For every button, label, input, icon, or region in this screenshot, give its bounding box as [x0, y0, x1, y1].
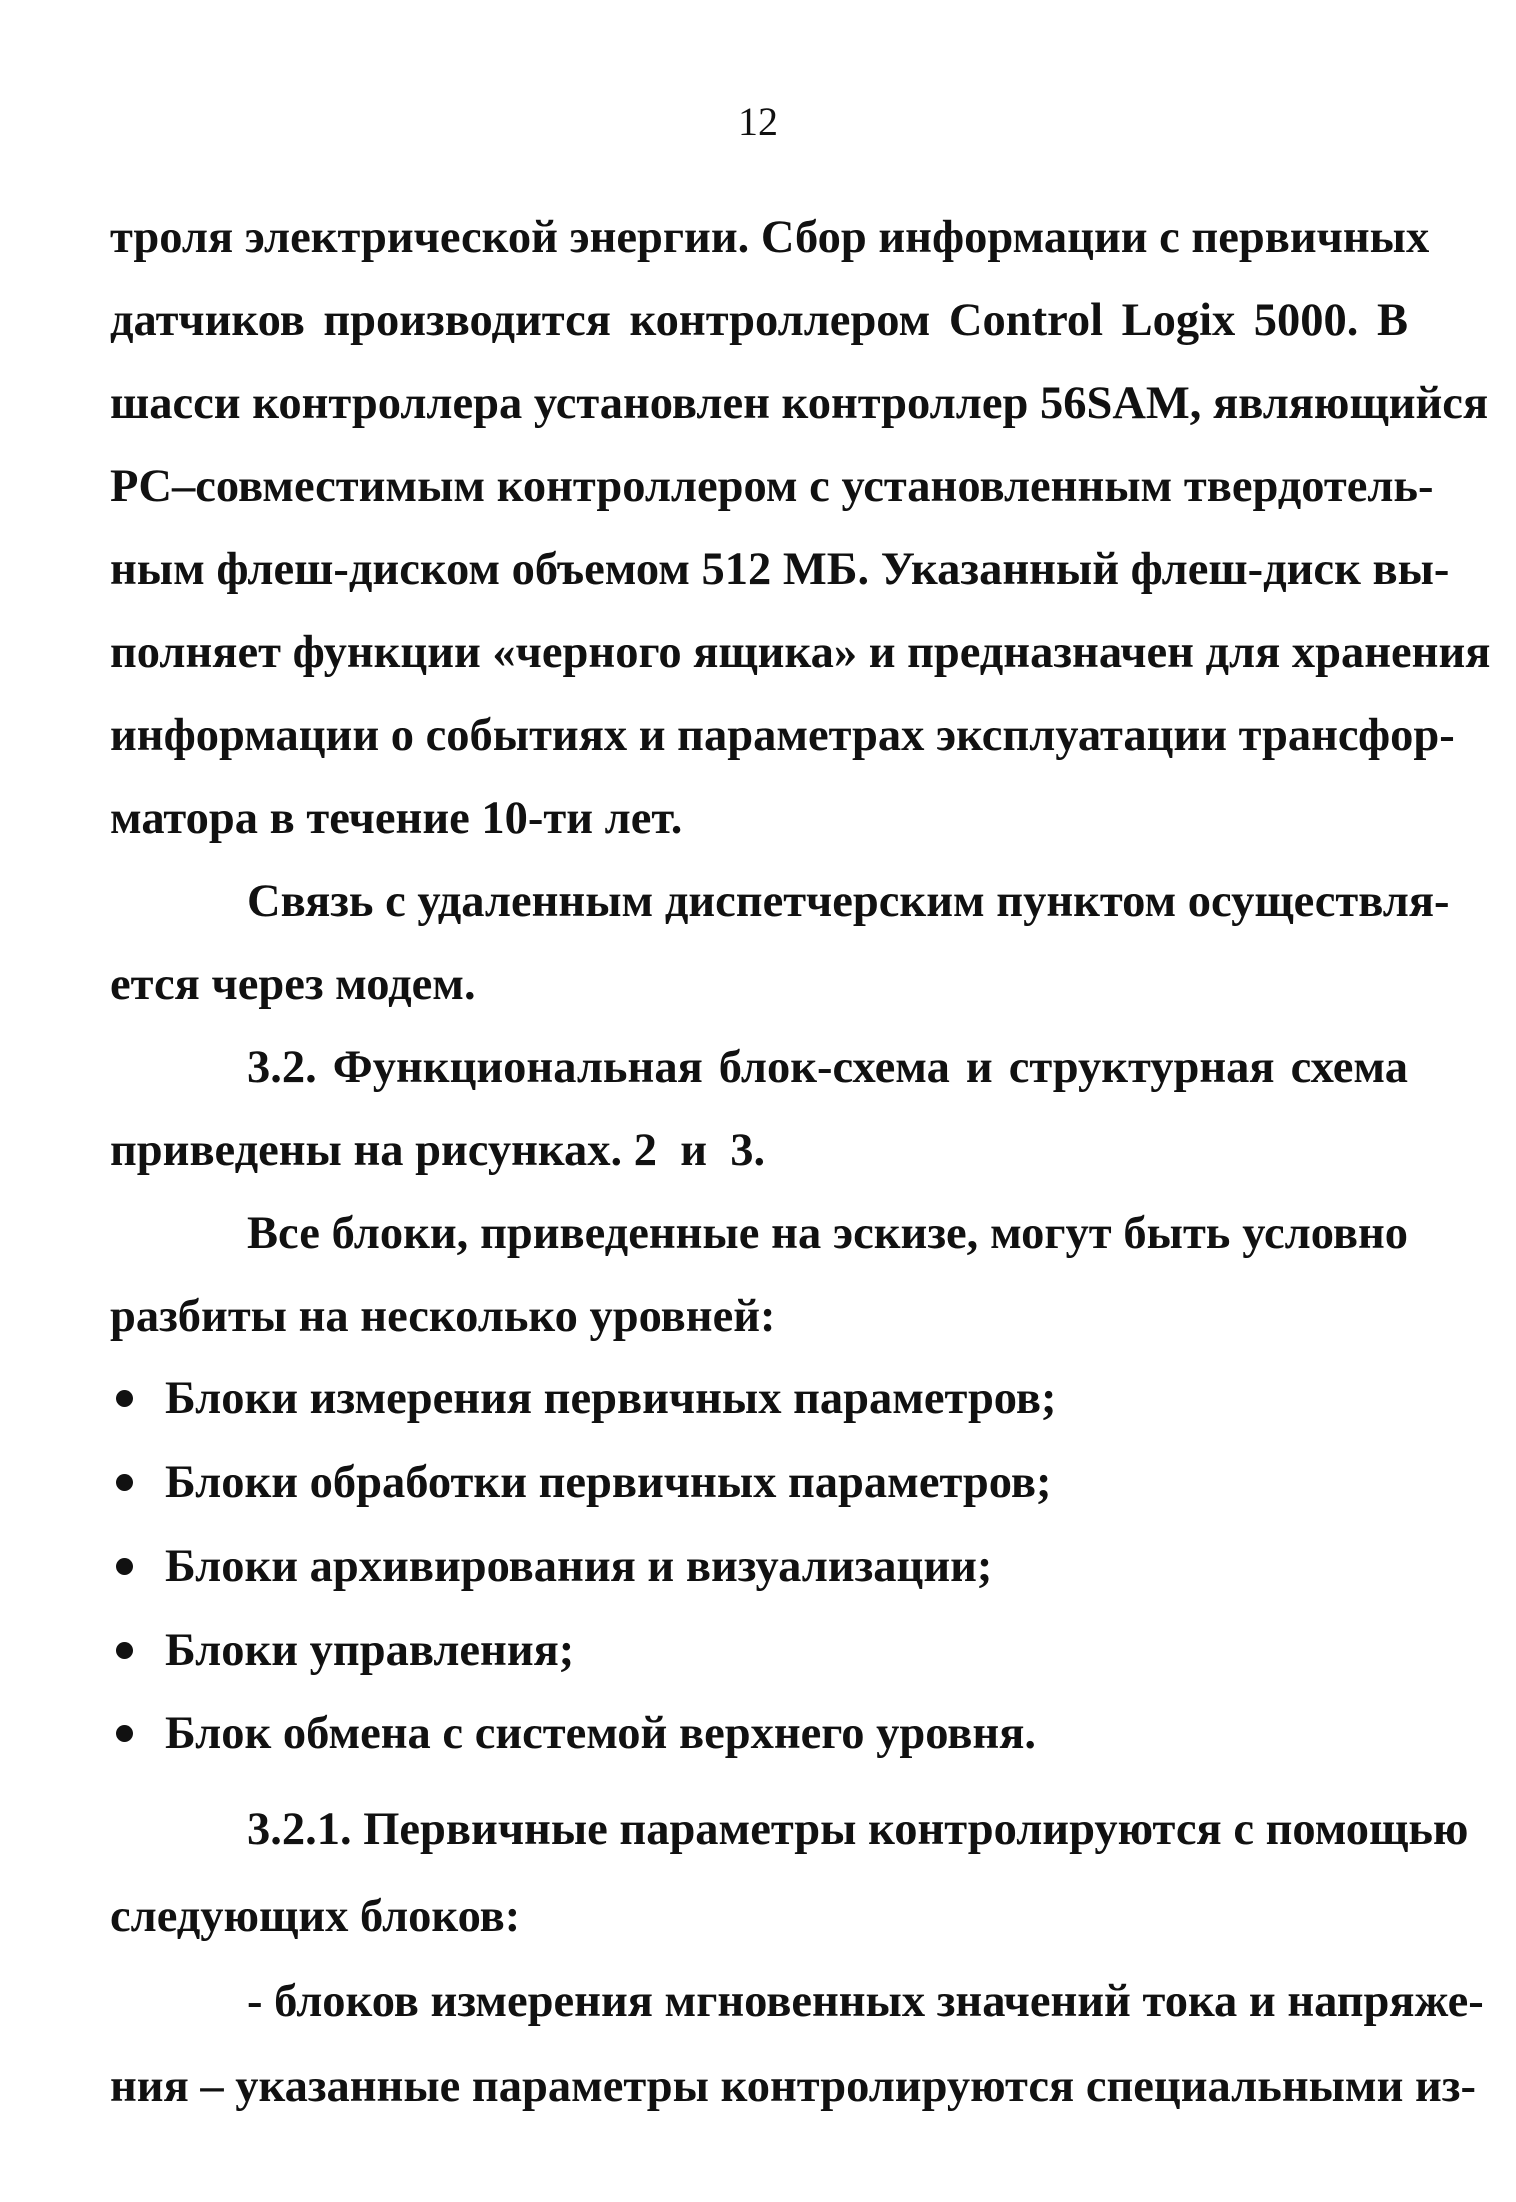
paragraph-line: приведены на рисунках. 2 и 3.: [110, 1125, 766, 1176]
section-heading-line: 3.2. Функциональная блок-схема и структурная схема: [247, 1042, 1408, 1093]
paragraph-line: Все блоки, приведенные на эскизе, могут быть условно: [247, 1208, 1408, 1259]
paragraph-line: - блоков измерения мгновенных значений тока и напряже-: [247, 1976, 1484, 2027]
list-item: [110, 1704, 1410, 1764]
list-item-text: Блоки архивирования и визуализации;: [165, 1541, 993, 1592]
paragraph-line: PC–совместимым контроллером с установленным твердотель-: [110, 461, 1434, 512]
list-item-text: Блоки измерения первичных параметров;: [165, 1373, 1057, 1424]
paragraph-line: разбиты на несколько уровней:: [110, 1291, 776, 1342]
paragraph-line: ния – указанные параметры контролируются специальными из-: [110, 2061, 1476, 2112]
paragraph-line: шасси контроллера установлен контроллер 56SAM, являющийся: [110, 378, 1489, 429]
list-item: [110, 1369, 1410, 1429]
list-item: [110, 1621, 1410, 1681]
bullet-icon: [116, 1642, 133, 1659]
paragraph-line: Связь с удаленным диспетчерским пунктом осуществля-: [247, 876, 1450, 927]
list-item: [110, 1453, 1410, 1513]
list-item-text: Блок обмена с системой верхнего уровня.: [165, 1708, 1036, 1759]
paragraph-line: следующих блоков:: [110, 1891, 521, 1942]
list-item-text: Блоки обработки первичных параметров;: [165, 1457, 1052, 1508]
paragraph-line: ным флеш-диском объемом 512 МБ. Указанный флеш-диск вы-: [110, 544, 1450, 595]
paragraph-line: ется через модем.: [110, 959, 476, 1010]
paragraph-line: полняет функции «черного ящика» и предназначен для хранения: [110, 627, 1491, 678]
section-heading-line: 3.2.1. Первичные параметры контролируются с помощью: [247, 1804, 1469, 1855]
list-item-text: Блоки управления;: [165, 1625, 575, 1676]
paragraph-line: троля электрической энергии. Сбор информации с первичных: [110, 212, 1430, 263]
paragraph-line: информации о событиях и параметрах эксплуатации трансфор-: [110, 710, 1455, 761]
paragraph-line: матора в течение 10-ти лет.: [110, 793, 683, 844]
bullet-icon: [116, 1725, 133, 1742]
bullet-icon: [116, 1474, 133, 1491]
list-item: [110, 1537, 1410, 1597]
page-number: 12: [738, 99, 778, 144]
paragraph-line: датчиков производится контроллером Control Logix 5000. В: [110, 295, 1408, 346]
bullet-icon: [116, 1390, 133, 1407]
bullet-icon: [116, 1558, 133, 1575]
